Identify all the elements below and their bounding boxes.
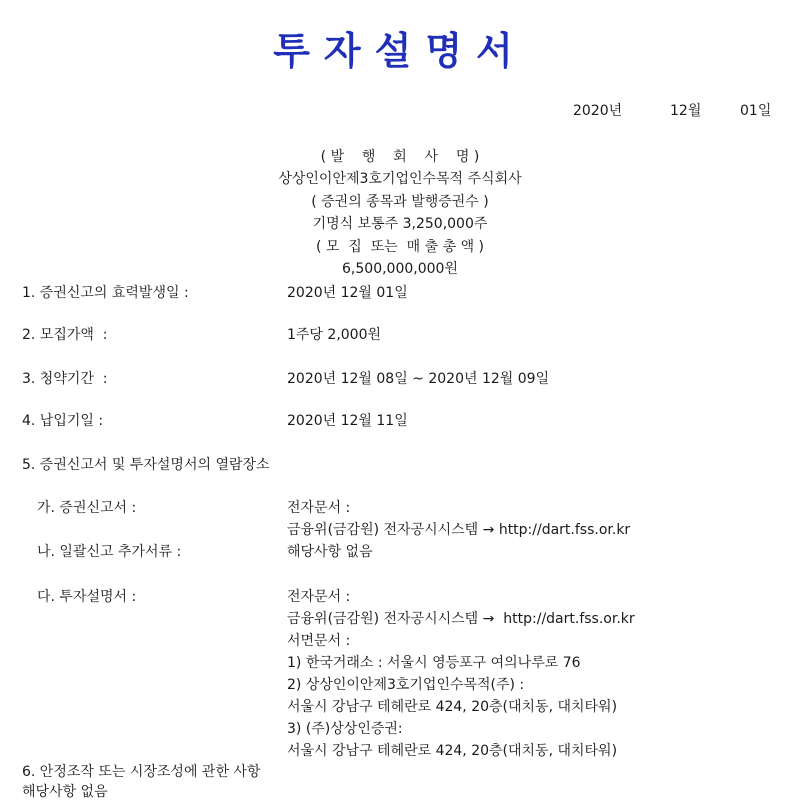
item-3-label: 3. 청약기간 : — [22, 371, 108, 387]
subitem-da-line-7: 3) (주)상상인증권: — [287, 721, 403, 737]
subitem-na-label: 나. 일괄신고 추가서류 : — [37, 544, 182, 560]
subitem-na-value: 해당사항 없음 — [287, 544, 373, 560]
subitem-ga-line-2: 금융위(금감원) 전자공시시스템 → http://dart.fss.or.kr — [287, 522, 631, 538]
item-4-value: 2020년 12월 11일 — [287, 413, 408, 429]
subitem-ga-label: 가. 증권신고서 : — [37, 500, 137, 516]
item-3-value: 2020년 12월 08일 ~ 2020년 12월 09일 — [287, 371, 550, 387]
issuer-heading: ( 발 행 회 사 명 ) — [320, 149, 480, 165]
item-1-label: 1. 증권신고의 효력발생일 : — [22, 285, 189, 301]
subitem-ga-line-1: 전자문서 : — [287, 500, 351, 516]
offering-value: 6,500,000,000원 — [342, 261, 458, 277]
subitem-da-label: 다. 투자설명서 : — [37, 589, 137, 605]
subitem-da-line-3: 서면문서 : — [287, 633, 351, 649]
offering-heading: ( 모 집 또는 매 출 총 액 ) — [315, 239, 485, 255]
item-6-value: 해당사항 없음 — [22, 784, 108, 800]
item-5-label: 5. 증권신고서 및 투자설명서의 열람장소 — [22, 457, 270, 473]
subitem-da-line-2: 금융위(금감원) 전자공시시스템 → http://dart.fss.or.kr — [287, 611, 635, 627]
subitem-da-line-1: 전자문서 : — [287, 589, 351, 605]
item-2-label: 2. 모집가액 : — [22, 327, 108, 343]
securities-heading: ( 증권의 종목과 발행증권수 ) — [311, 194, 489, 210]
item-4-label: 4. 납입기일 : — [22, 413, 104, 429]
item-2-value: 1주당 2,000원 — [287, 327, 382, 343]
subitem-da-line-6: 서울시 강남구 테헤란로 424, 20층(대치동, 대치타워) — [287, 699, 618, 715]
item-1-value: 2020년 12월 01일 — [287, 285, 408, 301]
securities-value: 기명식 보통주 3,250,000주 — [312, 216, 488, 232]
date-month: 12월 — [670, 103, 702, 119]
subitem-da-line-5: 2) 상상인이안제3호기업인수목적(주) : — [287, 677, 525, 693]
document-title: 투자설명서 — [273, 28, 527, 73]
item-6-label: 6. 안정조작 또는 시장조성에 관한 사항 — [22, 764, 261, 780]
date-year: 2020년 — [573, 103, 623, 119]
date-day: 01일 — [740, 103, 772, 119]
issuer-name: 상상인이안제3호기업인수목적 주식회사 — [278, 171, 522, 187]
subitem-da-line-8: 서울시 강남구 테헤란로 424, 20층(대치동, 대치타워) — [287, 743, 618, 759]
subitem-da-line-4: 1) 한국거래소 : 서울시 영등포구 여의나루로 76 — [287, 655, 581, 671]
